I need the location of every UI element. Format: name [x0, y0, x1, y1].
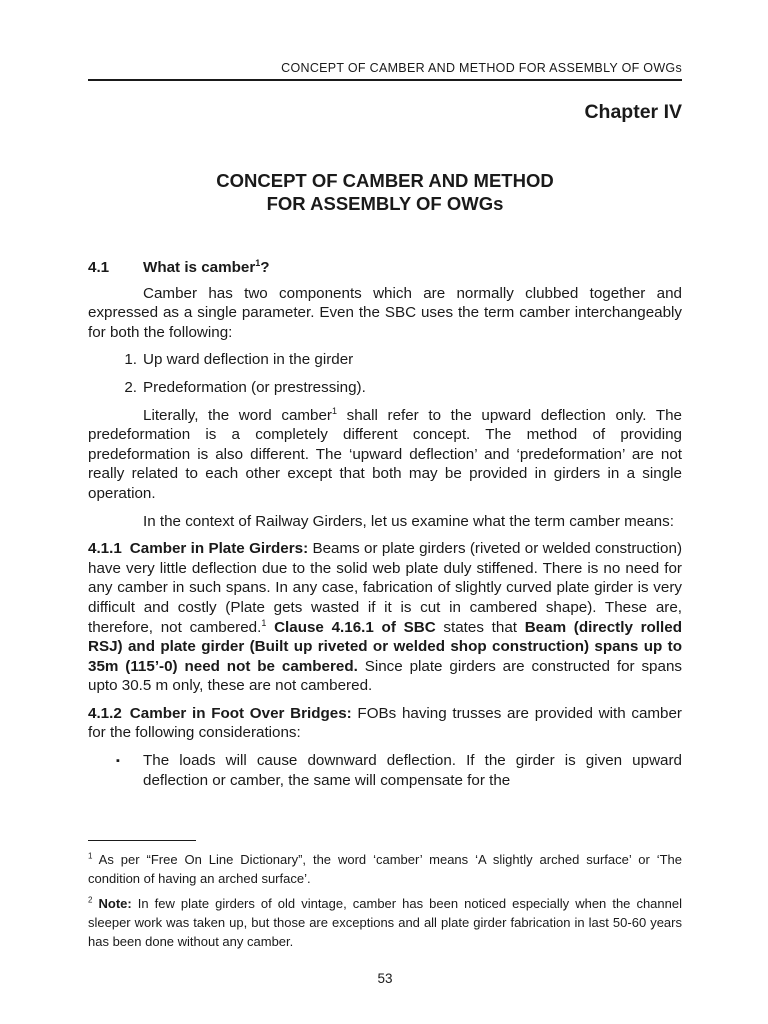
section-number: 4.1 [88, 259, 110, 276]
list-item-text: Up ward deflection in the girder [143, 351, 354, 369]
footnote-ref: 1 [255, 257, 261, 268]
footnote-1: $^1$ As per “Free On Line Dictionary”, the word ‘camber’ means ‘A slightly arched surface’ or ‘The condition of having an arched surface’. [88, 851, 682, 886]
bullet-item [88, 751, 682, 790]
bullet-marker: ▪ [116, 755, 120, 768]
section-4-1-heading [88, 258, 682, 278]
running-header: CONCEPT OF CAMBER AND METHOD FOR ASSEMBLY OF OWGs [281, 61, 682, 75]
paragraph-3: In the context of Railway Girders, let us examine what the term camber means: [143, 512, 674, 530]
subsection-title: Camber in Foot Over Bridges: [129, 704, 352, 722]
paragraph-2: Literally, the word camber$^1$ shall refer to the upward deflection only. The predeformation is a completely different concept. The method of providing predeformation is also different. The ‘upward deflection’ and ‘predeformation’ are not really related to each other except that both may be provided in girders in a single operation. [88, 405, 682, 502]
list-item-number: 2. [124, 378, 137, 396]
body-text [88, 258, 682, 790]
subsection-number: 4.1.1 [88, 540, 122, 558]
list-item-number: 1. [124, 351, 137, 369]
subsection-title: Camber in Plate Girders: [129, 540, 309, 558]
page-number: 53 [377, 971, 393, 986]
clause-quote: Beam (directly rolled RSJ) and plate girder (Built up riveted or welded shop construction) spans up to 35m (115’-0) need not be cambered. [88, 618, 682, 675]
section-title: What is camber$^1$? [143, 257, 270, 276]
list-item-text: Predeformation (or prestressing). [143, 378, 366, 396]
chapter-title [88, 169, 682, 215]
subsection-number: 4.1.2 [88, 704, 122, 722]
footnote-number: 2 [88, 895, 93, 905]
clause-reference: Clause 4.16.1 of SBC [274, 618, 436, 636]
chapter-title-line-2: FOR ASSEMBLY OF OWGs [266, 193, 504, 214]
footnote-number: 1 [88, 851, 93, 861]
chapter-title-line-1: CONCEPT OF CAMBER AND METHOD [216, 170, 554, 191]
list-item [88, 378, 682, 398]
chapter-label: Chapter IV [584, 101, 682, 123]
section-4-1-1: 4.1.1 Camber in Plate Girders: Beams or plate girders (riveted or welded construction) have very little deflection due to the solid web plate duly stiffened. There is no need for any camber in such spans. In any case, fabrication of slightly curved plate girder is very difficult and costly (Plate gets wasted if it is cut in cambered shape). These are, therefore, not cambered.$^1$ Clause 4.16.1 of SBC states that Beam (directly rolled RSJ) and plate girder (Built up riveted or welded shop construction) spans up to 35m (115’-0) need not be cambered. Since plate girders are constructed for spans upto 30.5 m only, these are not cambered. [88, 540, 682, 695]
note-label: Note: [98, 896, 132, 911]
footnotes [88, 850, 682, 951]
paragraph-1: Camber has two components which are normally clubbed together and expressed as a single parameter. Even the SBC uses the term camber interchangeably for both the following: [88, 284, 682, 341]
section-4-1-2: 4.1.2 Camber in Foot Over Bridges: FOBs having trusses are provided with camber for the following considerations: [88, 704, 682, 742]
list-item [88, 350, 682, 370]
footnote-ref: 1 [332, 405, 338, 416]
header-rule [88, 79, 682, 81]
footnote-rule [88, 840, 196, 841]
footnote-ref: 1 [261, 617, 267, 628]
footnote-2: $^2$ Note: In few plate girders of old vintage, camber has been noticed especially when the channel sleeper work was taken up, but those are exceptions and all plate girder fabrication in last 50-60 years has been done without any camber. [88, 895, 682, 949]
bullet-text: The loads will cause downward deflection. If the girder is given upward deflection or camber, the same will compensate for the [143, 752, 682, 789]
